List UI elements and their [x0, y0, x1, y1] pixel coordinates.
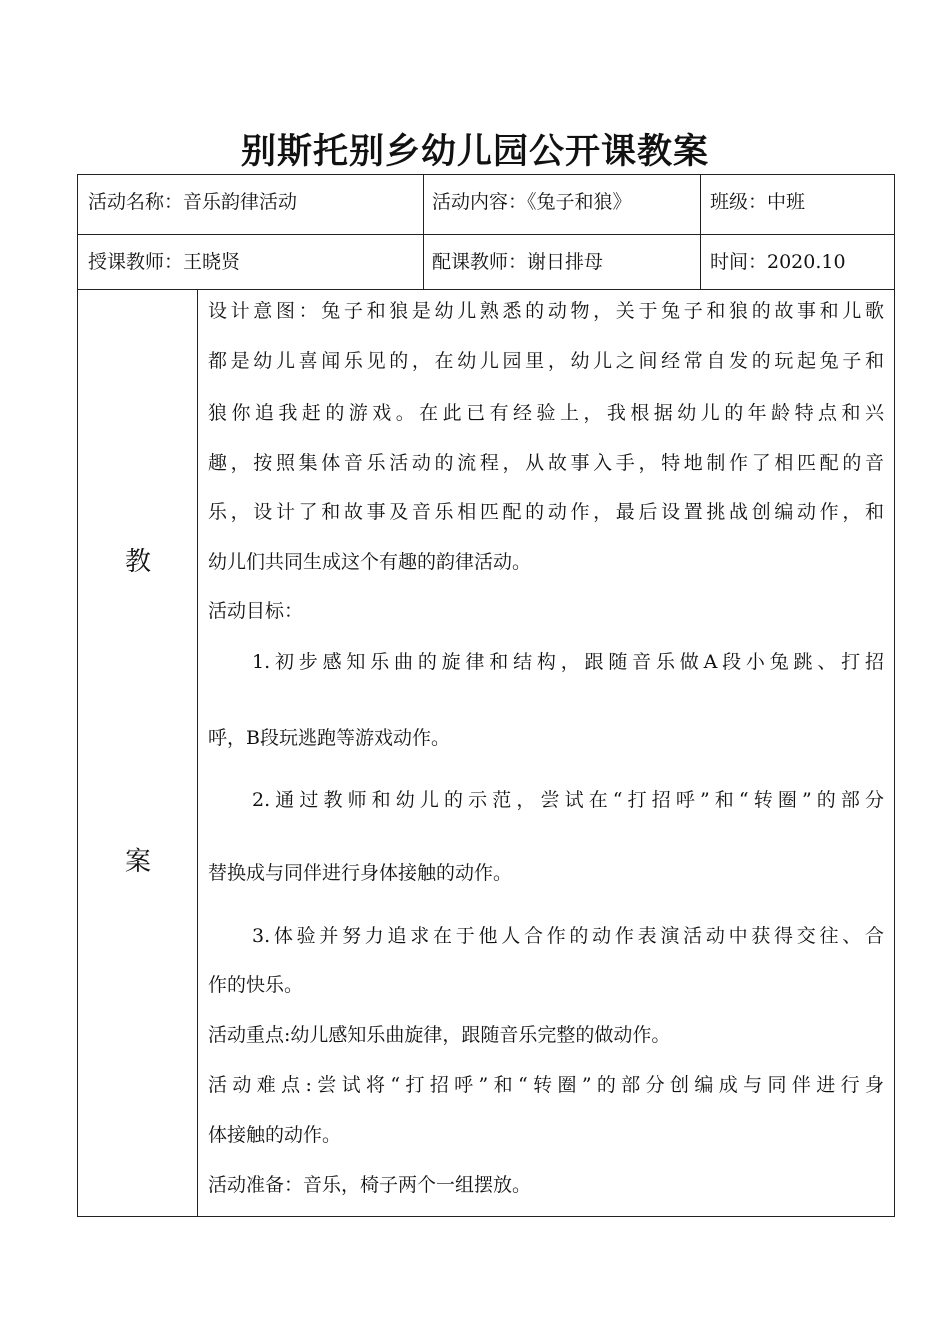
table-border-bottom [77, 1216, 895, 1217]
goal-2-line-1: 2.通过教师和幼儿的示范，尝试在“打招呼”和“转圈”的部分 [252, 789, 884, 811]
activity-content-cell: 活动内容：《兔子和狼》 [432, 191, 632, 213]
design-intent-line-1: 设计意图：兔子和狼是幼儿熟悉的动物，关于兔子和狼的故事和儿歌 [208, 300, 884, 322]
activity-name-cell: 活动名称：音乐韵律活动 [88, 191, 298, 213]
goal-2-line-2: 替换成与同伴进行身体接触的动作。 [208, 862, 513, 884]
design-intent-line-2: 都是幼儿喜闻乐见的，在幼儿园里，幼儿之间经常自发的玩起兔子和 [208, 350, 884, 372]
table-col-divider-2 [700, 174, 701, 290]
table-row-divider-1 [77, 234, 895, 235]
goal-1-line-1: 1.初步感知乐曲的旋律和结构，跟随音乐做A段小兔跳、打招 [252, 651, 884, 673]
table-border-left [77, 174, 78, 1217]
design-intent-line-4: 趣，按照集体音乐活动的流程，从故事入手，特地制作了相匹配的音 [208, 452, 884, 474]
page-title: 别斯托别乡幼儿园公开课教案 [240, 132, 709, 172]
side-label-char-2: 案 [124, 847, 151, 877]
table-border-top [77, 174, 895, 175]
goals-heading: 活动目标： [208, 600, 304, 622]
design-intent-line-3: 狼你追我赶的游戏。在此已有经验上，我根据幼儿的年龄特点和兴 [208, 402, 884, 424]
design-intent-line-5: 乐，设计了和故事及音乐相匹配的动作，最后设置挑战创编动作，和 [208, 501, 884, 523]
difficulty-line-2: 体接触的动作。 [208, 1124, 342, 1146]
table-border-right [894, 174, 895, 1217]
class-cell: 班级：中班 [710, 191, 806, 213]
assistant-teacher-cell: 配课教师：谢日排母 [432, 251, 604, 273]
key-point: 活动重点:幼儿感知乐曲旋律，跟随音乐完整的做动作。 [208, 1024, 671, 1046]
side-label-char-1: 教 [124, 547, 151, 577]
difficulty-line-1: 活动难点:尝试将“打招呼”和“转圈”的部分创编成与同伴进行身 [208, 1074, 884, 1096]
preparation: 活动准备：音乐，椅子两个一组摆放。 [208, 1174, 532, 1196]
time-cell: 时间：2020.10 [710, 251, 846, 273]
goal-3-line-1: 3.体验并努力追求在于他人合作的动作表演活动中获得交往、合 [252, 925, 884, 947]
side-label-divider [197, 289, 198, 1217]
goal-1-line-2: 呼，B段玩逃跑等游戏动作。 [208, 727, 450, 749]
design-intent-line-6: 幼儿们共同生成这个有趣的韵律活动。 [208, 551, 532, 573]
teacher-cell: 授课教师：王晓贤 [88, 251, 241, 273]
table-col-divider-1 [423, 174, 424, 290]
goal-3-line-2: 作的快乐。 [208, 974, 304, 996]
table-row-divider-2 [77, 289, 895, 290]
